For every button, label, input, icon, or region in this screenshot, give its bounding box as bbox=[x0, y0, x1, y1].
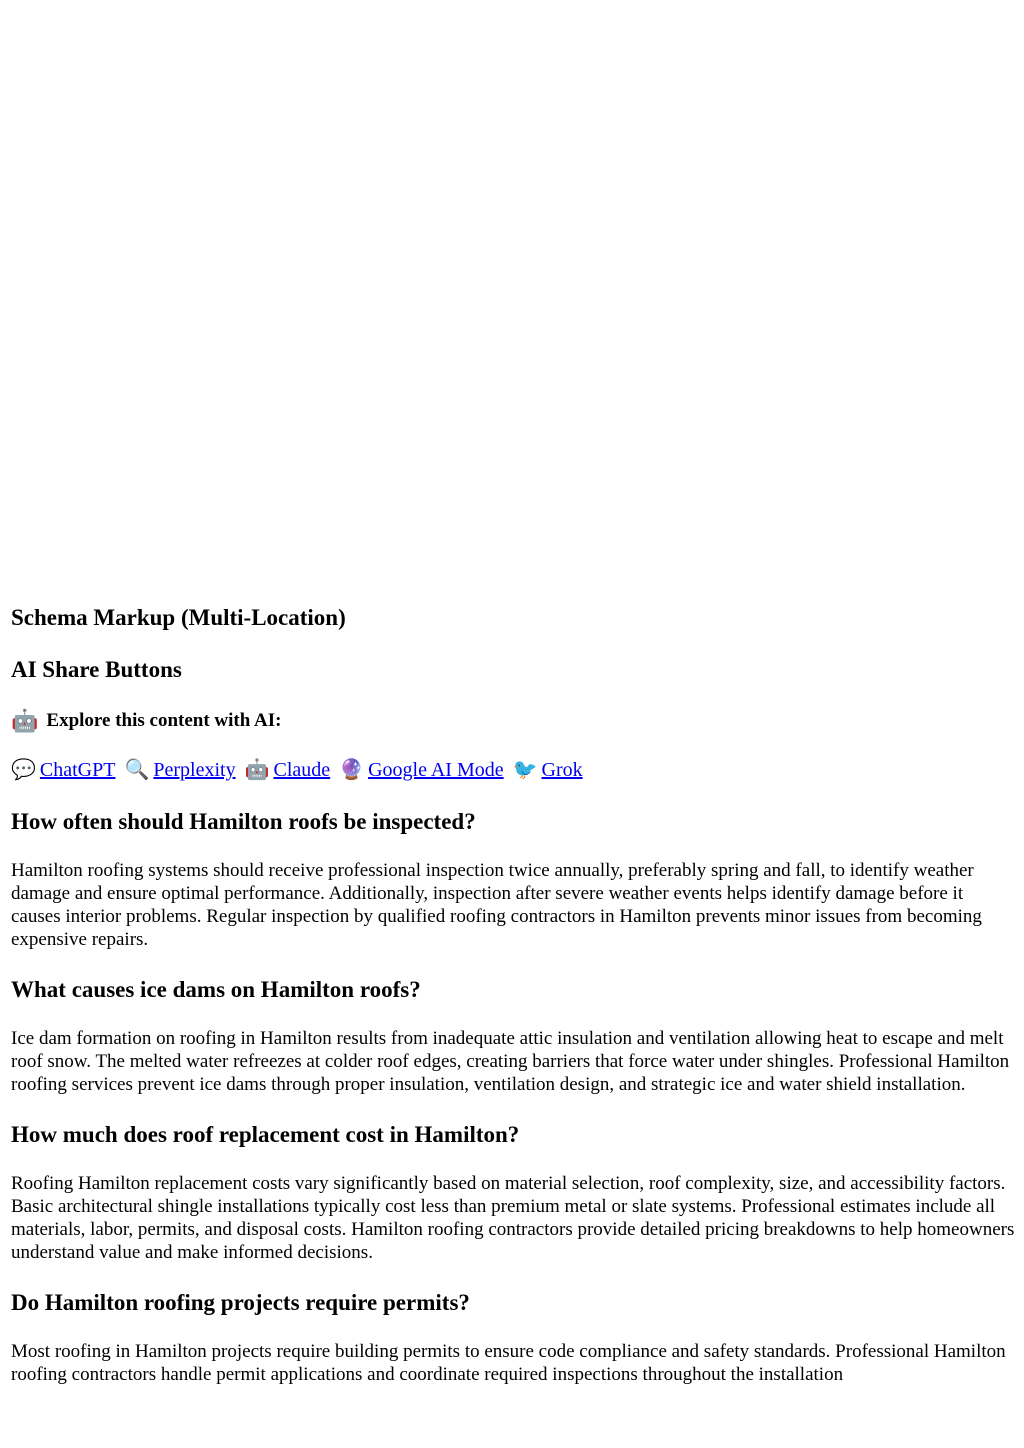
faq-question-cost: How much does roof replacement cost in Hamilton? bbox=[11, 1122, 520, 1147]
explore-ai-heading bbox=[11, 709, 1016, 733]
faq-answer-ice-dams: Ice dam formation on roofing in Hamilton results from inadequate attic insulation and ventilation allowing heat to escape and melt roof snow. The melted water refreezes at colder roof edges, creating barriers that force water under shingles. Professional Hamilton roofing services prevent ice dams through proper insulation, ventilation design, and strategic ice and water shield installation. bbox=[11, 1028, 1010, 1095]
speech-bubble-icon: 💬 bbox=[11, 759, 36, 781]
faq-question-ice-dams: What causes ice dams on Hamilton roofs? bbox=[11, 977, 421, 1002]
share-link-perplexity[interactable] bbox=[124, 759, 235, 781]
magnifier-icon: 🔍 bbox=[124, 759, 150, 781]
share-link-chatgpt[interactable] bbox=[11, 759, 115, 781]
share-link-label: Perplexity bbox=[153, 759, 236, 781]
faq-answer-cost: Roofing Hamilton replacement costs vary significantly based on material selection, roof complexity, size, and accessibility factors. Basic architectural shingle installations typically cost less than premium metal or slate systems. Professional estimates include all materials, labor, permits, and disposal costs. Hamilton roofing contractors provide detailed pricing breakdowns to help homeowners understand value and make informed decisions. bbox=[11, 1173, 1015, 1263]
bird-icon: 🐦 bbox=[512, 759, 538, 781]
faq-answer-inspection: Hamilton roofing systems should receive professional inspection twice annually, preferably spring and fall, to identify weather damage and ensure optimal performance. Additionally, inspection after severe weather events helps identify damage before it causes interior problems. Regular inspection by qualified roofing contractors in Hamilton prevents minor issues from becoming expensive repairs. bbox=[11, 860, 982, 950]
robot-icon: 🤖 bbox=[244, 759, 270, 781]
ai-share-links bbox=[11, 757, 1016, 783]
share-link-label: Grok bbox=[541, 759, 583, 781]
crystal-ball-icon: 🔮 bbox=[339, 759, 365, 781]
share-link-label: ChatGPT bbox=[39, 759, 116, 781]
share-link-google-ai-mode[interactable] bbox=[339, 759, 503, 781]
faq-question-permits: Do Hamilton roofing projects require permits? bbox=[11, 1290, 470, 1315]
faq-answer-permits: Most roofing in Hamilton projects require building permits to ensure code compliance and safety standards. Professional Hamilton roofing contractors handle permit applications and coordinate required inspections throughout the installation bbox=[11, 1341, 1006, 1385]
share-link-grok[interactable] bbox=[513, 759, 583, 781]
explore-ai-label: Explore this content with AI: bbox=[46, 710, 282, 731]
schema-markup-heading: Schema Markup (Multi-Location) bbox=[11, 605, 346, 630]
ai-share-heading: AI Share Buttons bbox=[11, 657, 182, 682]
share-link-label: Claude bbox=[273, 759, 331, 781]
page-content bbox=[11, 603, 1016, 1386]
robot-icon: 🤖 bbox=[11, 708, 39, 733]
faq-question-inspection: How often should Hamilton roofs be inspected? bbox=[11, 809, 476, 834]
share-link-claude[interactable] bbox=[245, 759, 331, 781]
share-link-label: Google AI Mode bbox=[368, 759, 504, 781]
